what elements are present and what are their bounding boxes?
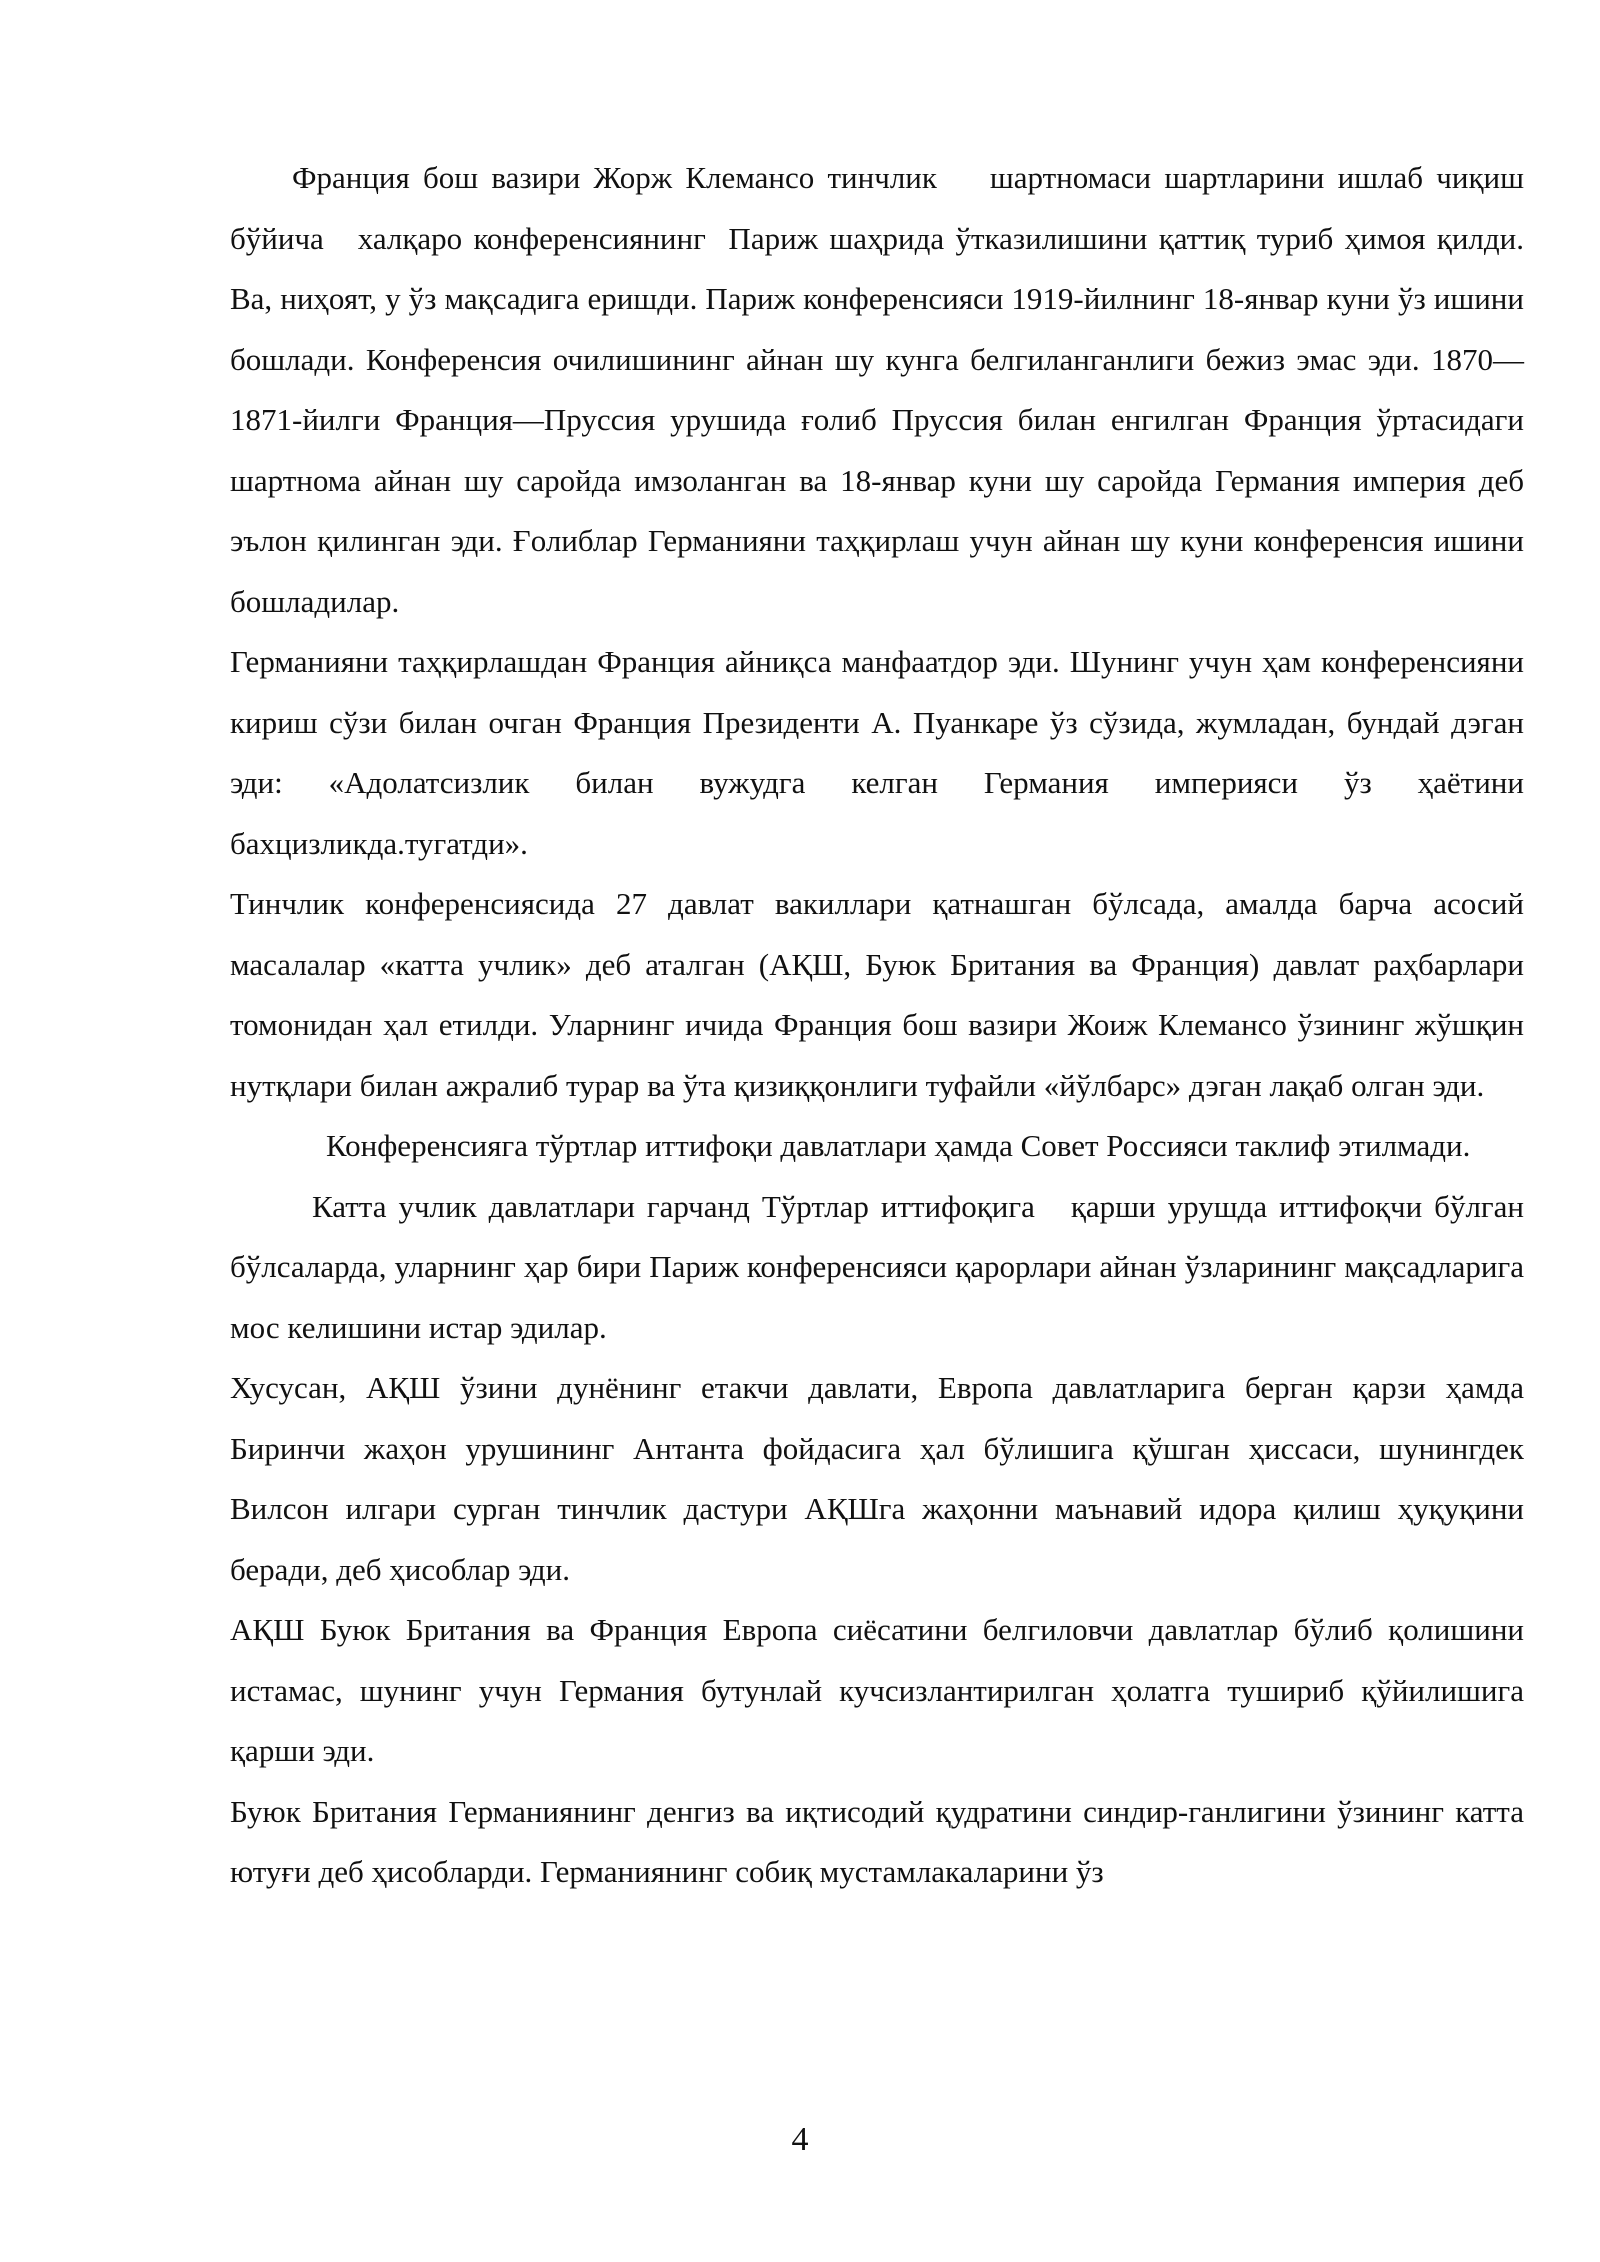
paragraph-humiliation: Германияни таҳқирлашдан Франция айниқса манфаатдор эди. Шунинг учун ҳам конференсияни кириш сўзи билан очган Франция Президенти А. Пуанкаре ўз сўзида, жумладан, бундай дэган эди: «Адолатсизлик билан вужудга келган Германия империяси ўз ҳаётини бахцизликда.тугатди». [230,644,1524,861]
paragraph-usa-position: Хусусан, АҚШ ўзини дунёнинг етакчи давлати, Европа давлатларига берган қарзи ҳамда Биринчи жаҳон урушининг Антанта фойдасига ҳал бўлишига қўшган ҳиссаси, шунингдек Вилсон илгари сурган тинчлик дастури АҚШга жаҳонни маънавий идора қилиш ҳуқуқини беради, деб ҳисоблар эди. [230,1370,1524,1587]
page-number: 4 [791,2121,809,2158]
paragraph-allies-goals: Катта учлик давлатлари гарчанд Тўртлар иттифоқига қарши урушда иттифоқчи бўлган бўлсаларда, уларнинг ҳар бири Париж конференсияси қарорлари айнан ўзларининг мақсадларига мос келишини истар эдилар. [230,1188,1524,1345]
paragraph-not-invited: Конференсияга тўртлар иттифоқи давлатлари ҳамда Совет Россияси таклиф этилмади. [326,1128,1471,1163]
document-body [230,148,1524,1903]
paragraph-big-three: Тинчлик конференсиясида 27 давлат вакиллари қатнашган бўлсада, амалда барча асосий масалалар «катта учлик» деб аталган (АҚШ, Буюк Британия ва Франция) давлат раҳбарлари томонидан ҳал етилди. Уларнинг ичида Франция бош вазири Жоиж Клемансо ўзининг жўшқин нутқлари билан ажралиб турар ва ўта қизиққонлиги туфайли «йўлбарс» дэган лақаб олган эди. [230,886,1524,1103]
paragraph-usa-europe: АҚШ Буюк Британия ва Франция Европа сиёсатини белгиловчи давлатлар бўлиб қолишини истамас, шунинг учун Германия бутунлай кучсизлантирилган ҳолатга тушириб қўйилишига қарши эди. [230,1612,1524,1768]
paragraph-britain: Буюк Британия Германиянинг денгиз ва иқтисодий қудратини синдир-ганлигини ўзининг катта ютуғи деб ҳисобларди. Германиянинг собиқ мустамлакаларини ўз [230,1793,1524,1889]
paragraph-paris-conference: Франция бош вазири Жорж Клемансо тинчлик шартномаси шартларини ишлаб чиқиш бўйича халқаро конференсиянинг Париж шаҳрида ўтказилишини қаттиқ туриб ҳимоя қилди. Ва, ниҳоят, у ўз мақсадига еришди. Париж конференсияси 1919-йилнинг 18-январ куни ўз ишини бошлади. Конференсия очилишининг айнан шу кунга белгиланганлиги бежиз эмас эди. 1870— 1871-йилги Франция—Пруссия урушида ғолиб Пруссия билан енгилган Франция ўртасидаги шартнома айнан шу саройда имзоланган ва 18-январ куни шу саройда Германия империя деб эълон қилинган эди. Ғолиблар Германияни таҳқирлаш учун айнан шу куни конференсия ишини бошладилар. [230,160,1524,619]
